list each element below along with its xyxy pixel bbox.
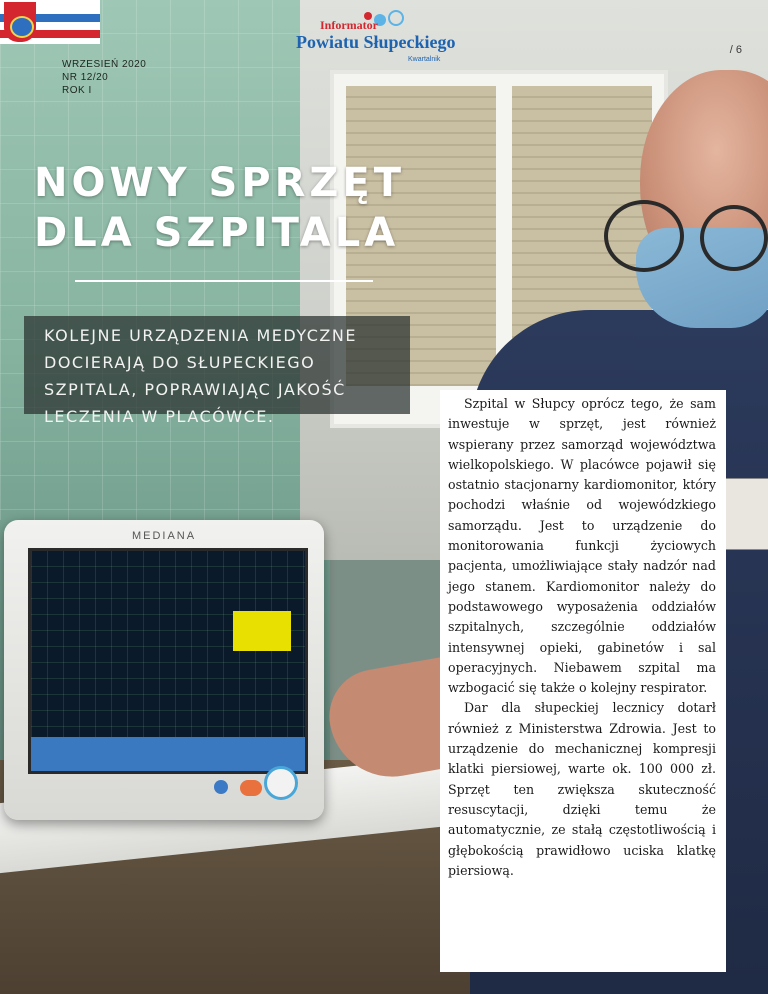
issue-date: WRZESIEŃ 2020 (62, 59, 147, 70)
monitor-button (240, 780, 262, 796)
article-text-box (440, 390, 726, 972)
article-paragraph-1: Szpital w Słupcy oprócz tego, że sam inwestuje w sprzęt, jest również wspierany przez samorząd województwa wielkopolskiego. W placówce pojawił się ostatnio stacjonarny kardiomonitor, który pochodzi właśnie od wojewódzkiego samorządu. Jest to urządzenie do monitorowania funkcji życiowych pacjenta, umożliwiające stały nadzór nad jego stanem. Kardiomonitor należy do podstawowego wyposażenia oddziałów szpitalnych, szczególnie oddziałów intensywnej opieki, gabinetów i sal operacyjnych. Niebawem szpital ma wzbogacić się także o kolejny respirator. (448, 396, 716, 696)
issue-info (62, 58, 146, 97)
monitor-button (214, 780, 228, 794)
id-badge (724, 478, 768, 550)
monitor-knob (264, 766, 298, 800)
wall-tiles (0, 0, 330, 520)
lead-text: KOLEJNE URZĄDZENIA MEDYCZNE DOCIERAJĄ DO SŁUPECKIEGO SZPITALA, POPRAWIAJĄC JAKOŚĆ LECZENIA W PLACÓWCE. (44, 326, 357, 426)
title-divider (75, 280, 373, 282)
logo-top-text: Informator (320, 18, 378, 32)
logo-subtitle: Kwartalnik (408, 56, 441, 63)
lead-box (24, 316, 410, 426)
magazine-logo (290, 10, 480, 68)
title-line-2: DLA SZPITALA (34, 210, 400, 256)
coat-of-arms-icon (4, 2, 36, 42)
logo-title: Powiatu Słupeckiego (296, 32, 456, 52)
issue-number: NR 12/20 (62, 72, 109, 83)
page-number: / 6 (729, 44, 742, 56)
monitor-brand: MEDIANA (131, 530, 197, 542)
screen-toolbar (31, 737, 305, 771)
title-line-1: NOWY SPRZĘT (34, 160, 406, 206)
monitor-screen (28, 548, 308, 774)
county-flag (0, 0, 100, 44)
issue-year: ROK I (62, 85, 92, 96)
glasses-right-lens (700, 205, 768, 271)
article-paragraph-2: Dar dla słupeckiej lecznicy dotarł również z Ministerstwa Zdrowia. Jest to urządzenie do mechanicznej kompresji klatki piersiowej, warte ok. 100 000 zł. Sprzęt ten zwiększa skuteczność resuscytacji, dzięki temu że automatycznie, ze stałą częstotliwością i głębokością prawidłowo uciska klatkę piersiową. (448, 700, 716, 878)
page-title (34, 158, 405, 258)
glasses-left-lens (604, 200, 684, 272)
screen-yellow-panel (233, 611, 291, 651)
cardiomonitor (4, 520, 324, 820)
